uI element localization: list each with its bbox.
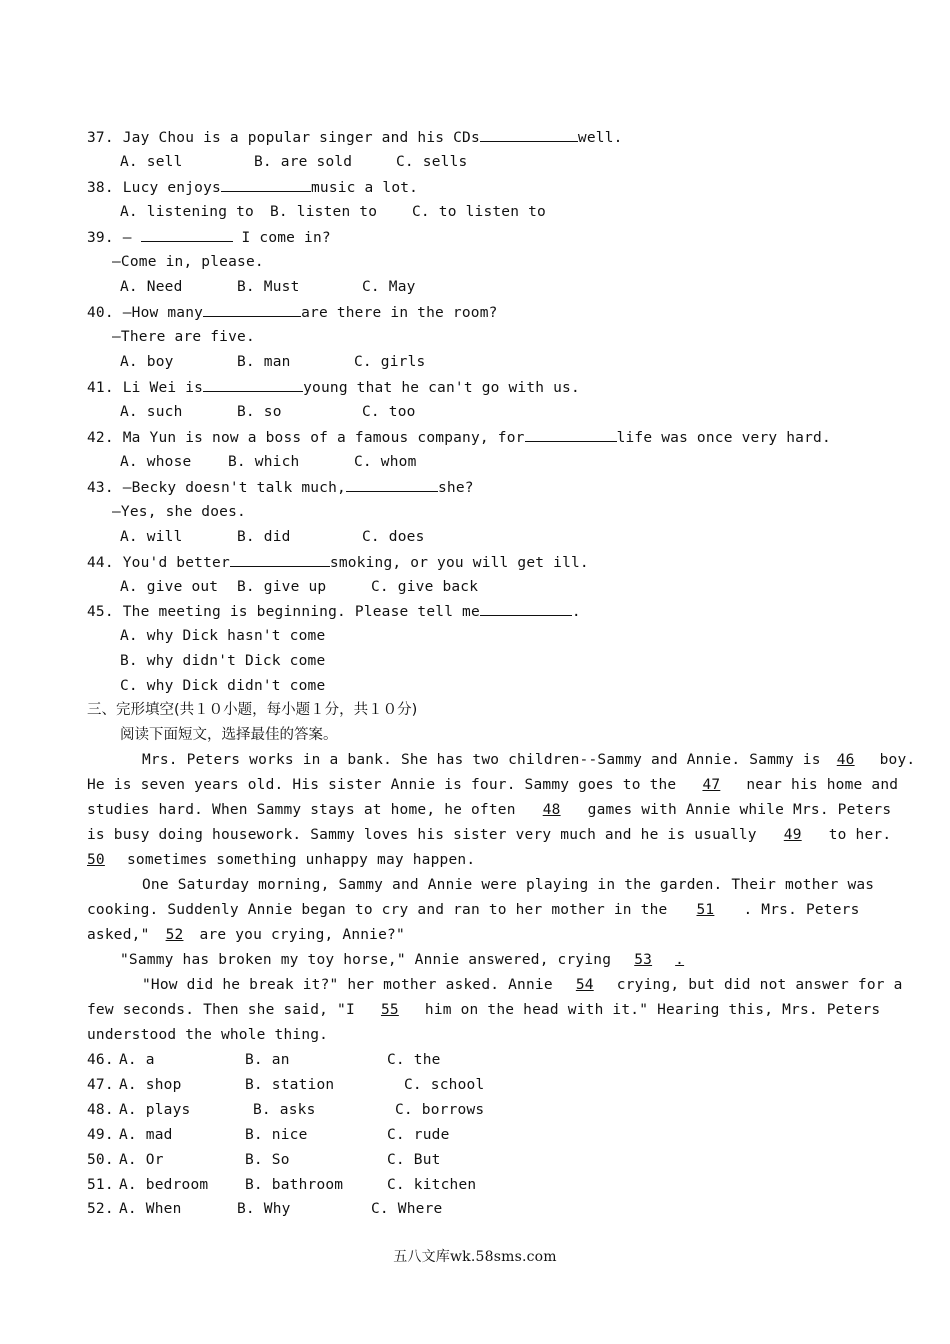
cloze-options-49: [87, 1125, 450, 1145]
passage-text: studies hard. When Sammy stays at home, he often: [87, 802, 516, 818]
passage-text: games with Annie while Mrs. Peters: [587, 802, 892, 818]
options-42: [120, 452, 417, 472]
option-c: C. borrows: [395, 1102, 485, 1118]
option-a: A. why Dick hasn't come: [120, 628, 326, 644]
options-43: [120, 527, 425, 547]
passage-text: One Saturday morning, Sammy and Annie were playing in the garden. Their mother was: [142, 877, 875, 893]
passage-line: [87, 1000, 881, 1020]
question-stem: 39. —: [87, 230, 132, 246]
option-c: C. whom: [354, 454, 417, 470]
question-stem: 43. —Becky doesn't talk much,: [87, 480, 346, 496]
option-c: C. why Dick didn't come: [120, 678, 326, 694]
option-number: 47.: [87, 1077, 114, 1093]
option-c: C. too: [362, 404, 416, 420]
question-39: [87, 227, 331, 248]
passage-line: understood the whole thing.: [87, 1027, 329, 1043]
question-38: [87, 177, 418, 198]
answer-blank: [141, 227, 233, 242]
option-a: A. bedroom: [119, 1177, 209, 1193]
passage-text: him on the head with it." Hearing this, Mrs. Peters: [424, 1002, 881, 1018]
passage-text: [87, 800, 891, 820]
passage-line: [87, 850, 475, 870]
cloze-options-46: [87, 1050, 441, 1070]
question-stem-end: .: [571, 604, 581, 620]
passage-text: few seconds. Then she said, "I: [87, 1002, 355, 1018]
option-b: B. did: [237, 529, 291, 545]
question-37: [87, 127, 623, 148]
option-a: A. boy: [120, 354, 174, 370]
options-39: [120, 277, 416, 297]
option-number: 50.: [87, 1152, 114, 1168]
answer-blank: [221, 177, 311, 192]
option-c: C. the: [387, 1052, 441, 1068]
answer-blank: [346, 477, 438, 492]
passage-line: [120, 950, 684, 970]
question-stem-end: I come in?: [241, 230, 331, 246]
cloze-blank-49: 49: [783, 827, 802, 843]
question-44: [87, 552, 589, 573]
options-38: [120, 202, 546, 222]
option-c: C. Where: [371, 1201, 443, 1217]
option-c: C. sells: [396, 154, 468, 170]
cloze-blank-55: 55: [380, 1002, 399, 1018]
passage-line: [87, 925, 405, 945]
option-a: A. Need: [120, 279, 183, 295]
option-b: B. so: [237, 404, 282, 420]
question-stem-end: she?: [437, 480, 474, 496]
answer-blank: [480, 601, 572, 616]
passage-text: "Sammy has broken my toy horse," Annie answered, crying: [120, 952, 612, 968]
passage-text: near his home and: [746, 777, 899, 793]
answer-blank: [480, 127, 578, 142]
cloze-blank-51: 51: [696, 902, 715, 918]
options-40: [120, 352, 425, 372]
passage-line: [87, 800, 892, 820]
option-a: A. When: [119, 1201, 182, 1217]
passage-text: crying, but did not answer for a: [616, 977, 903, 993]
cloze-blank-50: 50: [87, 852, 105, 868]
reply-line: —Come in, please.: [112, 254, 264, 270]
passage-line: [87, 900, 863, 920]
option-b: B. why didn't Dick come: [120, 653, 326, 669]
option-number: 51.: [87, 1177, 114, 1193]
question-stem-end: life was once very hard.: [616, 430, 831, 446]
option-number: 48.: [87, 1102, 114, 1118]
answer-blank: [203, 377, 303, 392]
reply-line: —There are five.: [112, 329, 255, 345]
question-stem: 42. Ma Yun is now a boss of a famous company, for: [87, 430, 525, 446]
section-heading: 三、完形填空(共１０小题，每小题１分，共１０分): [87, 702, 418, 718]
option-a: A. give out: [120, 579, 219, 595]
passage-text: are you crying, Annie?": [199, 927, 405, 943]
cloze-options-48: [87, 1100, 484, 1120]
option-b: B. Must: [237, 279, 300, 295]
option-c: C. does: [362, 529, 425, 545]
option-c: C. But: [387, 1152, 441, 1168]
option-c: C. give back: [371, 579, 479, 595]
cloze-blank-54: 54: [575, 977, 594, 993]
question-40: [87, 302, 498, 323]
option-b: B. nice: [245, 1127, 308, 1143]
passage-text: "How did he break it?" her mother asked. Annie: [142, 977, 553, 993]
passage-text: sometimes something unhappy may happen.: [127, 852, 476, 868]
option-a: A. Or: [119, 1152, 164, 1168]
option-c: C. May: [362, 279, 416, 295]
question-stem: 38. Lucy enjoys: [87, 180, 221, 196]
question-stem-end: music a lot.: [310, 180, 419, 196]
option-b: B. man: [237, 354, 291, 370]
cloze-blank-47: 47: [702, 777, 721, 793]
cloze-options-47: [87, 1075, 484, 1095]
section-instruction: 阅读下面短文，选择最佳的答案。: [120, 727, 338, 743]
passage-text: [87, 825, 891, 845]
option-c: C. girls: [354, 354, 426, 370]
passage-text: [87, 1000, 880, 1020]
passage-line: [87, 825, 892, 845]
answer-blank: [203, 302, 301, 317]
passage-text: [142, 975, 903, 995]
question-43: [87, 477, 474, 498]
option-number: 49.: [87, 1127, 114, 1143]
option-b: B. So: [245, 1152, 290, 1168]
question-stem: 40. —How many: [87, 305, 204, 321]
question-45: [87, 601, 581, 622]
reply-line: —Yes, she does.: [112, 504, 246, 520]
cloze-blank-48: 48: [542, 802, 561, 818]
option-a: A. shop: [119, 1077, 182, 1093]
passage-text: cooking. Suddenly Annie began to cry and ran to her mother in the: [87, 902, 668, 918]
option-c: C. to listen to: [412, 204, 546, 220]
cloze-blank-52: 52: [165, 927, 184, 943]
option-b: B. are sold: [254, 154, 353, 170]
question-stem-end: are there in the room?: [301, 305, 498, 321]
options-37: [120, 152, 467, 172]
passage-text: He is seven years old. His sister Annie is four. Sammy goes to the: [87, 777, 677, 793]
passage-text: [87, 900, 860, 920]
answer-blank: [230, 552, 330, 567]
question-stem-end: smoking, or you will get ill.: [329, 555, 589, 571]
question-stem: 45. The meeting is beginning. Please tell me: [87, 604, 480, 620]
question-41: [87, 377, 580, 398]
cloze-blank-46: 46: [836, 752, 855, 768]
passage-line: [142, 975, 903, 995]
question-stem-end: young that he can't go with us.: [303, 380, 580, 396]
option-b: B. bathroom: [245, 1177, 344, 1193]
page-footer: 五八文库wk.58sms.com: [393, 1249, 557, 1265]
question-stem: 44. You'd better: [87, 555, 230, 571]
passage-text: to her.: [828, 827, 892, 843]
option-a: A. sell: [120, 154, 183, 170]
cloze-options-52: [87, 1199, 442, 1219]
passage-line: [142, 750, 916, 770]
passage-text: .: [675, 952, 685, 968]
option-a: A. whose: [120, 454, 192, 470]
passage-text: boy.: [879, 752, 916, 768]
option-number: 46.: [87, 1052, 114, 1068]
passage-text: asked,": [87, 927, 150, 943]
question-42: [87, 427, 831, 448]
option-b: B. which: [228, 454, 300, 470]
question-stem-end: well.: [577, 130, 623, 146]
answer-blank: [525, 427, 617, 442]
option-a: A. such: [120, 404, 183, 420]
option-b: B. give up: [237, 579, 327, 595]
option-b: B. station: [245, 1077, 335, 1093]
cloze-options-51: [87, 1175, 476, 1195]
option-b: B. an: [245, 1052, 290, 1068]
option-a: A. plays: [119, 1102, 191, 1118]
cloze-blank-53: 53: [634, 952, 653, 968]
option-number: 52.: [87, 1201, 114, 1217]
option-a: A. mad: [119, 1127, 173, 1143]
option-c: C. school: [404, 1077, 485, 1093]
option-b: B. asks: [253, 1102, 316, 1118]
option-b: B. Why: [237, 1201, 291, 1217]
option-b: B. listen to: [270, 204, 378, 220]
option-a: A. will: [120, 529, 183, 545]
passage-line: [142, 875, 875, 895]
question-stem: 41. Li Wei is: [87, 380, 204, 396]
question-stem: 37. Jay Chou is a popular singer and his CDs: [87, 130, 480, 146]
option-c: C. rude: [387, 1127, 450, 1143]
passage-text: . Mrs. Peters: [743, 902, 860, 918]
passage-text: [821, 750, 916, 770]
option-c: C. kitchen: [387, 1177, 477, 1193]
passage-line: [87, 775, 899, 795]
option-a: A. listening to: [120, 204, 254, 220]
passage-text: [87, 775, 898, 795]
options-44: [120, 577, 478, 597]
cloze-options-50: [87, 1150, 441, 1170]
passage-text: is busy doing housework. Sammy loves his sister very much and he is usually: [87, 827, 757, 843]
options-41: [120, 402, 416, 422]
option-a: A. a: [119, 1052, 155, 1068]
passage-text: Mrs. Peters works in a bank. She has two children--Sammy and Annie. Sammy is: [142, 752, 821, 768]
